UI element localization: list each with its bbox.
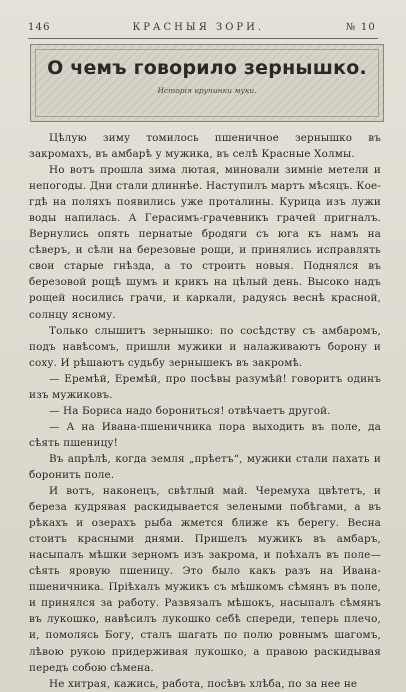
header-rule [28,38,378,39]
title-headpiece [30,44,384,122]
article-body [29,130,381,692]
paragraph: Только слышитъ зернышко: по сосѣдству съ амбаромъ, подъ навѣсомъ, пришли мужики и налаживаютъ борону и соху. И рѣшаютъ судьбу зернышекъ въ закромѣ. [29,324,381,369]
issue-number: № 10 [345,22,376,33]
article-title: О чемъ говорило зернышко. [47,57,367,79]
paragraph: Въ апрѣлѣ, когда земля „прѣетъ“, мужики стали пахать и боронить поле. [29,452,381,481]
page-number: 146 [28,22,51,33]
running-head [28,22,376,33]
paragraph: — На Бориса надо борониться! отвѣчаетъ другой. [49,404,331,417]
journal-title: КРАСНЫЯ ЗОРИ. [132,22,265,33]
paragraph: Но вотъ прошла зима лютая, миновали зимніе метели и непогоды. Дни стали длиннѣе. Наступилъ мартъ мѣсяцъ. Кое-гдѣ на поляхъ появились уже проталины. Курица изъ лужи воды напилась. А Герасимъ-грачевникъ грачей пригналъ. Вернулись опять пернатые бродяги съ юга къ намъ на сѣверъ, и сѣли на березовые рощи, и принялись исправлять свои старые гнѣзда, а то строить новыя. Поднялся въ березовой рощѣ шумъ и крикъ на цѣлый день. Высоко надъ рощей носились грачи, и каркали, радуясь веснѣ красной, солнцу ясному. [29,164,381,321]
article-subtitle: Исторія крупинки муки. [157,86,257,95]
paragraph: Не хитрая, кажись, работа, посѣвъ хлѣба, по за нее не [49,677,358,690]
paragraph: — А на Ивана-пшеничника пора выходить въ поле, да сѣять пшеницу! [29,420,381,449]
paragraph: И вотъ, наконецъ, свѣтлый май. Черемуха цвѣтетъ, и береза кудрявая раскидывается зелеными побѣгами, а въ рѣкахъ и озерахъ рыба жмется ближе къ берегу. Весна стоитъ красными днями. Пришелъ мужикъ въ амбаръ, насыпалъ мѣшки зерномъ изъ закрома, и поѣхалъ въ поле—сѣять яровую пшеницу. Это было какъ разъ на Ивана-пшеничника. Пріѣхалъ мужикъ съ мѣшкомъ сѣмянъ въ поле, и принялся за работу. Развязалъ мѣшокъ, насыпалъ сѣмянъ въ лукошко, навѣсилъ лукошко себѣ спереди, теперь плечо, и, помолясь Богу, сталъ шагать по полю ровнымъ шагомъ, лѣвою рукою придерживая лукошко, а правою раскидывая передъ собою сѣмена. [29,485,381,674]
paragraph: Цѣлую зиму томилось пшеничное зернышко въ закромахъ, въ амбарѣ у мужика, въ селѣ Красные Холмы. [29,132,381,161]
paragraph: — Еремѣй, Еремѣй, про посѣвы разумѣй! говоритъ одинъ изъ мужиковъ. [29,372,381,401]
